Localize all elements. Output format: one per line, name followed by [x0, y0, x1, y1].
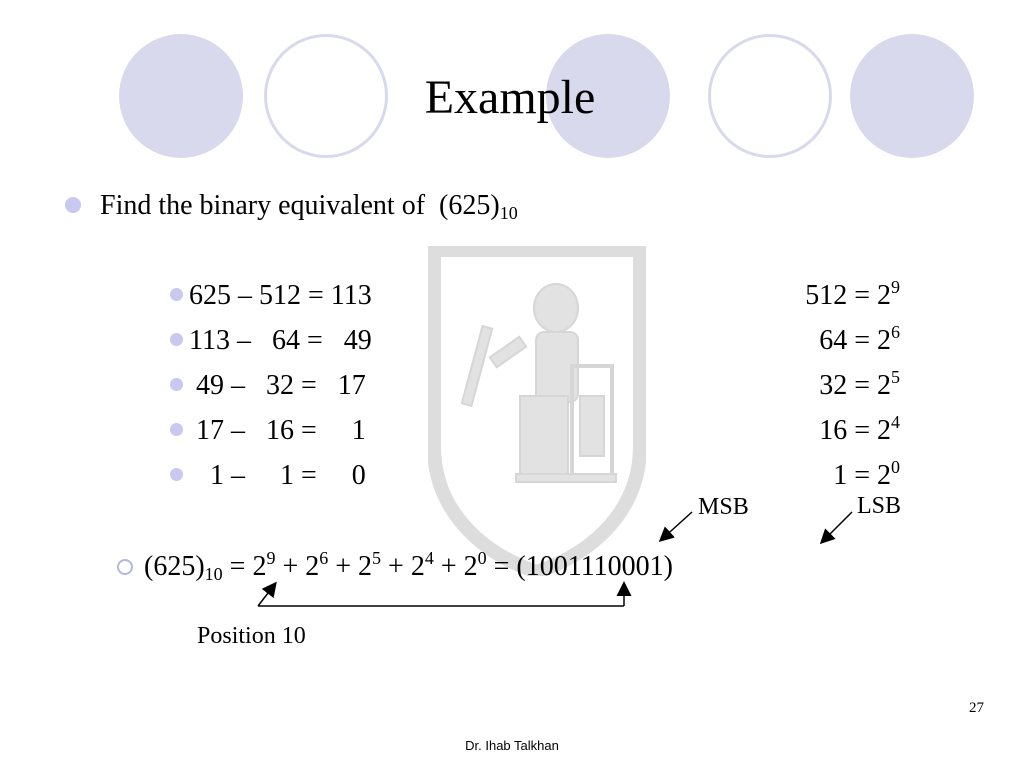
power-exponent: 9: [891, 277, 900, 297]
result-term-base: + 2: [433, 551, 478, 582]
power-exponent: 0: [891, 457, 900, 477]
power-exponent: 5: [891, 367, 900, 387]
subtraction-row: 17 – 16 = 1: [189, 415, 366, 446]
result-lhs: (625): [144, 551, 205, 582]
msb-arrow: [661, 512, 692, 540]
result-binary: = (1001110001): [486, 551, 674, 582]
position-label: Position 10: [197, 623, 306, 649]
result-term-base: + 2: [275, 551, 320, 582]
power-exponent: 4: [891, 412, 900, 432]
slide-title: Example: [424, 71, 596, 124]
power-exponent: 6: [891, 322, 900, 342]
result-term-base: + 2: [381, 551, 425, 582]
result-lhs-subscript: 10: [204, 564, 223, 584]
result-term-exponent: 6: [319, 548, 329, 568]
power-base: 16 = 2: [819, 415, 891, 446]
subtraction-row: 625 – 512 = 113: [189, 280, 372, 311]
result-term-exponent: 4: [424, 548, 434, 568]
result-term-exponent: 9: [266, 548, 276, 568]
intro-label: Find the binary equivalent of (625): [100, 190, 500, 221]
page-number: 27: [969, 700, 984, 716]
msb-label: MSB: [698, 494, 749, 520]
subtraction-row: 49 – 32 = 17: [189, 370, 366, 401]
power-base: 512 = 2: [805, 280, 891, 311]
result-term-base: = 2: [222, 551, 267, 582]
subtraction-row: 1 – 1 = 0: [189, 460, 366, 491]
lsb-arrow: [822, 512, 852, 542]
power-base: 64 = 2: [819, 325, 891, 356]
result-term-exponent: 0: [477, 548, 487, 568]
lsb-label: LSB: [857, 493, 902, 519]
power-base: 32 = 2: [819, 370, 891, 401]
position-arrow: [258, 584, 275, 606]
footer: Dr. Ihab Talkhan: [465, 738, 559, 753]
result-term-base: + 2: [328, 551, 373, 582]
result-term-exponent: 5: [372, 548, 382, 568]
power-base: 1 = 2: [833, 460, 891, 491]
intro-subscript: 10: [499, 203, 518, 223]
subtraction-row: 113 – 64 = 49: [189, 325, 372, 356]
